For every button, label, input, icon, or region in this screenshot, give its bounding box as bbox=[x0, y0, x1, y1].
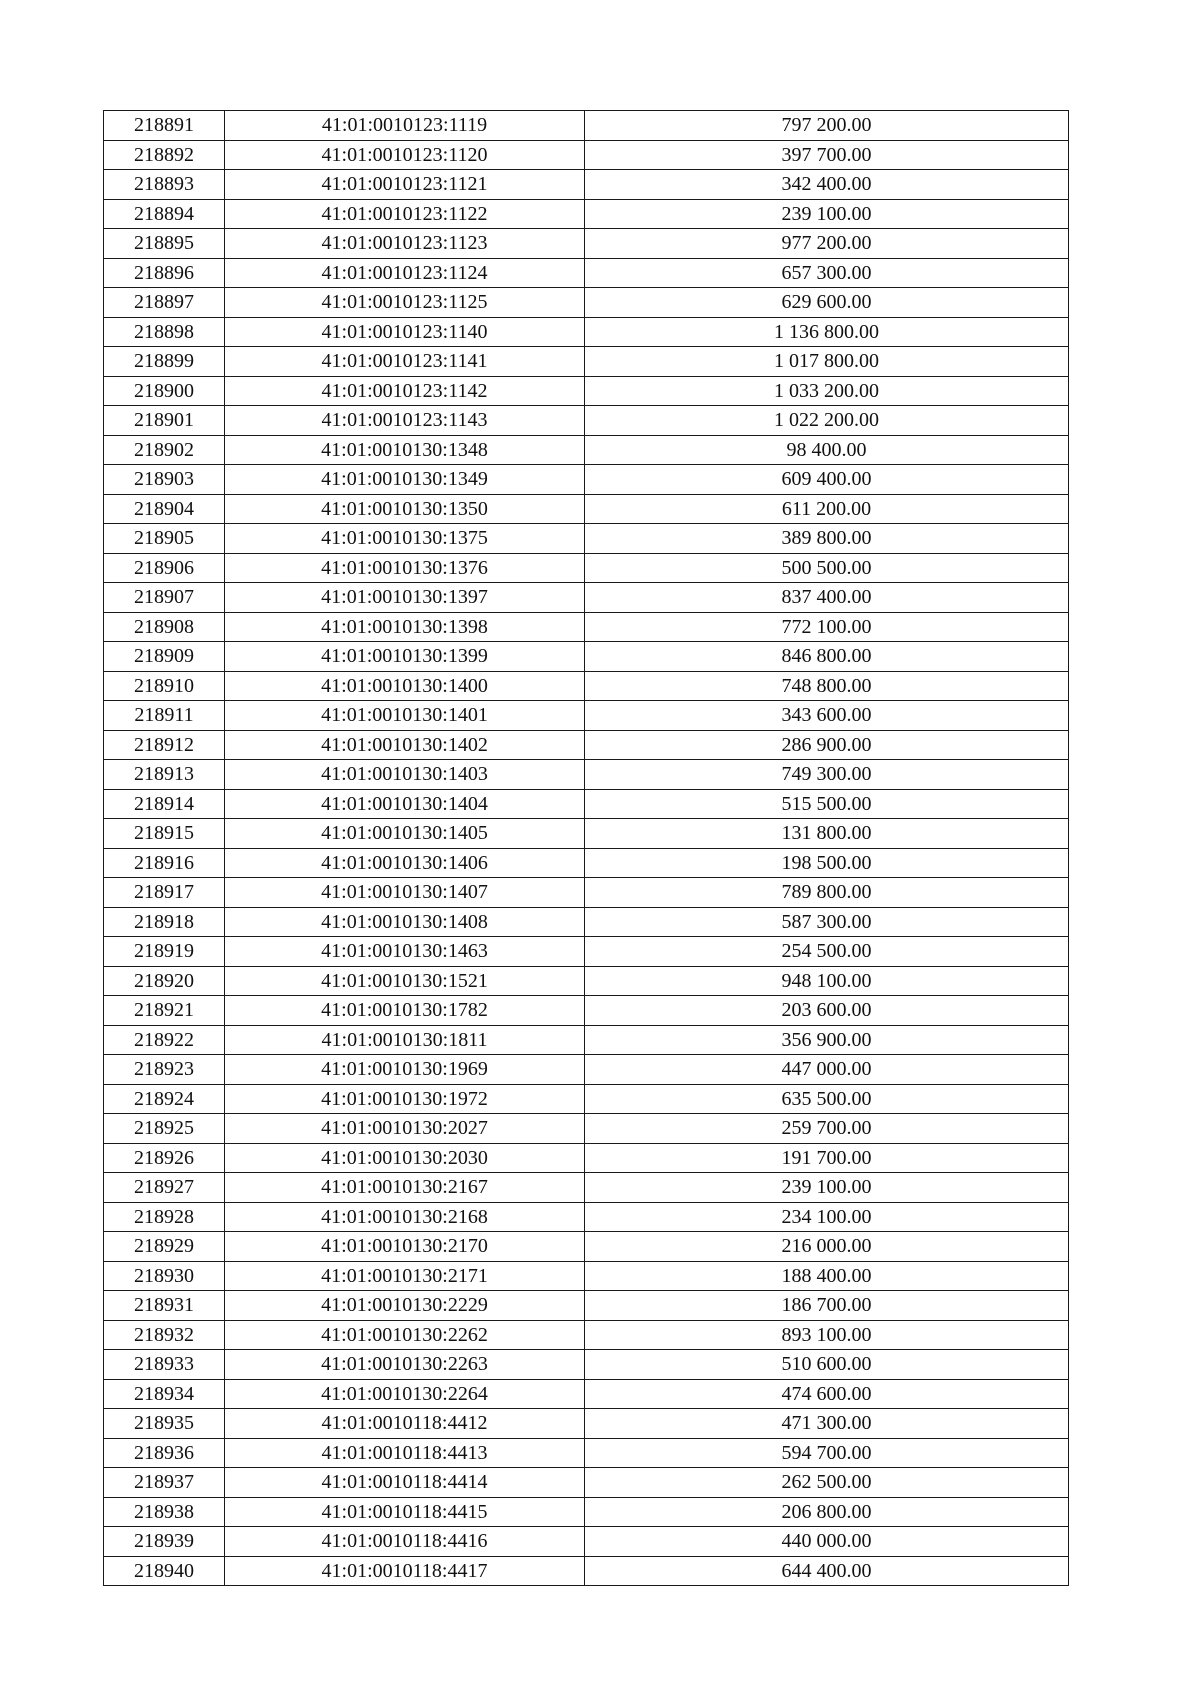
table-row bbox=[104, 376, 1069, 406]
cadastral-number-cell: 41:01:0010130:2171 bbox=[225, 1261, 585, 1291]
value-cell: 343 600.00 bbox=[585, 701, 1069, 731]
cadastral-number-cell: 41:01:0010118:4415 bbox=[225, 1497, 585, 1527]
table-row bbox=[104, 789, 1069, 819]
value-cell: 131 800.00 bbox=[585, 819, 1069, 849]
table-row bbox=[104, 878, 1069, 908]
row-number-cell: 218892 bbox=[104, 140, 225, 170]
row-number-cell: 218925 bbox=[104, 1114, 225, 1144]
row-number-cell: 218907 bbox=[104, 583, 225, 613]
table-row bbox=[104, 1468, 1069, 1498]
value-cell: 206 800.00 bbox=[585, 1497, 1069, 1527]
value-cell: 259 700.00 bbox=[585, 1114, 1069, 1144]
cadastral-number-cell: 41:01:0010130:2030 bbox=[225, 1143, 585, 1173]
table-row bbox=[104, 1025, 1069, 1055]
table-row bbox=[104, 1497, 1069, 1527]
cadastral-number-cell: 41:01:0010130:2027 bbox=[225, 1114, 585, 1144]
row-number-cell: 218914 bbox=[104, 789, 225, 819]
value-cell: 1 022 200.00 bbox=[585, 406, 1069, 436]
value-cell: 611 200.00 bbox=[585, 494, 1069, 524]
value-cell: 1 033 200.00 bbox=[585, 376, 1069, 406]
value-cell: 837 400.00 bbox=[585, 583, 1069, 613]
row-number-cell: 218916 bbox=[104, 848, 225, 878]
row-number-cell: 218928 bbox=[104, 1202, 225, 1232]
table-body bbox=[104, 111, 1069, 1586]
row-number-cell: 218902 bbox=[104, 435, 225, 465]
cadastral-number-cell: 41:01:0010130:1375 bbox=[225, 524, 585, 554]
value-cell: 1 017 800.00 bbox=[585, 347, 1069, 377]
table-row bbox=[104, 1438, 1069, 1468]
value-cell: 609 400.00 bbox=[585, 465, 1069, 495]
row-number-cell: 218912 bbox=[104, 730, 225, 760]
cadastral-number-cell: 41:01:0010130:1397 bbox=[225, 583, 585, 613]
row-number-cell: 218924 bbox=[104, 1084, 225, 1114]
row-number-cell: 218923 bbox=[104, 1055, 225, 1085]
table-row bbox=[104, 1084, 1069, 1114]
value-cell: 510 600.00 bbox=[585, 1350, 1069, 1380]
row-number-cell: 218903 bbox=[104, 465, 225, 495]
table-row bbox=[104, 642, 1069, 672]
row-number-cell: 218896 bbox=[104, 258, 225, 288]
table-row bbox=[104, 553, 1069, 583]
cadastral-number-cell: 41:01:0010118:4417 bbox=[225, 1556, 585, 1586]
value-cell: 594 700.00 bbox=[585, 1438, 1069, 1468]
value-cell: 500 500.00 bbox=[585, 553, 1069, 583]
row-number-cell: 218919 bbox=[104, 937, 225, 967]
row-number-cell: 218900 bbox=[104, 376, 225, 406]
cadastral-number-cell: 41:01:0010130:1349 bbox=[225, 465, 585, 495]
cadastral-number-cell: 41:01:0010130:2229 bbox=[225, 1291, 585, 1321]
value-cell: 797 200.00 bbox=[585, 111, 1069, 141]
value-cell: 188 400.00 bbox=[585, 1261, 1069, 1291]
value-cell: 1 136 800.00 bbox=[585, 317, 1069, 347]
value-cell: 198 500.00 bbox=[585, 848, 1069, 878]
row-number-cell: 218893 bbox=[104, 170, 225, 200]
cadastral-number-cell: 41:01:0010123:1140 bbox=[225, 317, 585, 347]
cadastral-number-cell: 41:01:0010130:1405 bbox=[225, 819, 585, 849]
value-cell: 629 600.00 bbox=[585, 288, 1069, 318]
table-row bbox=[104, 937, 1069, 967]
cadastral-number-cell: 41:01:0010130:1782 bbox=[225, 996, 585, 1026]
table-row bbox=[104, 494, 1069, 524]
row-number-cell: 218932 bbox=[104, 1320, 225, 1350]
value-cell: 191 700.00 bbox=[585, 1143, 1069, 1173]
row-number-cell: 218899 bbox=[104, 347, 225, 377]
value-cell: 216 000.00 bbox=[585, 1232, 1069, 1262]
value-cell: 772 100.00 bbox=[585, 612, 1069, 642]
value-cell: 389 800.00 bbox=[585, 524, 1069, 554]
cadastral-number-cell: 41:01:0010130:1403 bbox=[225, 760, 585, 790]
cadastral-number-cell: 41:01:0010130:1521 bbox=[225, 966, 585, 996]
row-number-cell: 218915 bbox=[104, 819, 225, 849]
table-row bbox=[104, 406, 1069, 436]
cadastral-number-cell: 41:01:0010130:1400 bbox=[225, 671, 585, 701]
table-row bbox=[104, 1556, 1069, 1586]
table-row bbox=[104, 258, 1069, 288]
cadastral-number-cell: 41:01:0010130:1402 bbox=[225, 730, 585, 760]
value-cell: 203 600.00 bbox=[585, 996, 1069, 1026]
cadastral-number-cell: 41:01:0010130:1376 bbox=[225, 553, 585, 583]
cadastral-number-cell: 41:01:0010130:2170 bbox=[225, 1232, 585, 1262]
table-row bbox=[104, 730, 1069, 760]
table-row bbox=[104, 996, 1069, 1026]
row-number-cell: 218895 bbox=[104, 229, 225, 259]
cadastral-number-cell: 41:01:0010130:2167 bbox=[225, 1173, 585, 1203]
table-row bbox=[104, 288, 1069, 318]
value-cell: 234 100.00 bbox=[585, 1202, 1069, 1232]
row-number-cell: 218897 bbox=[104, 288, 225, 318]
value-cell: 846 800.00 bbox=[585, 642, 1069, 672]
row-number-cell: 218921 bbox=[104, 996, 225, 1026]
row-number-cell: 218898 bbox=[104, 317, 225, 347]
value-cell: 749 300.00 bbox=[585, 760, 1069, 790]
value-cell: 587 300.00 bbox=[585, 907, 1069, 937]
row-number-cell: 218891 bbox=[104, 111, 225, 141]
row-number-cell: 218938 bbox=[104, 1497, 225, 1527]
table-row bbox=[104, 760, 1069, 790]
cadastral-number-cell: 41:01:0010118:4412 bbox=[225, 1409, 585, 1439]
table-row bbox=[104, 1527, 1069, 1557]
table-row bbox=[104, 347, 1069, 377]
table-row bbox=[104, 1320, 1069, 1350]
row-number-cell: 218927 bbox=[104, 1173, 225, 1203]
cadastral-number-cell: 41:01:0010130:1407 bbox=[225, 878, 585, 908]
table-row bbox=[104, 229, 1069, 259]
cadastral-number-cell: 41:01:0010118:4416 bbox=[225, 1527, 585, 1557]
table-row bbox=[104, 1202, 1069, 1232]
cadastral-number-cell: 41:01:0010118:4414 bbox=[225, 1468, 585, 1498]
row-number-cell: 218937 bbox=[104, 1468, 225, 1498]
cadastral-number-cell: 41:01:0010130:1401 bbox=[225, 701, 585, 731]
cadastral-number-cell: 41:01:0010130:1463 bbox=[225, 937, 585, 967]
value-cell: 262 500.00 bbox=[585, 1468, 1069, 1498]
row-number-cell: 218936 bbox=[104, 1438, 225, 1468]
table-row bbox=[104, 170, 1069, 200]
table-row bbox=[104, 819, 1069, 849]
table-row bbox=[104, 199, 1069, 229]
value-cell: 644 400.00 bbox=[585, 1556, 1069, 1586]
table-row bbox=[104, 966, 1069, 996]
cadastral-number-cell: 41:01:0010130:2264 bbox=[225, 1379, 585, 1409]
row-number-cell: 218911 bbox=[104, 701, 225, 731]
row-number-cell: 218920 bbox=[104, 966, 225, 996]
cadastral-number-cell: 41:01:0010123:1124 bbox=[225, 258, 585, 288]
value-cell: 893 100.00 bbox=[585, 1320, 1069, 1350]
table-row bbox=[104, 907, 1069, 937]
value-cell: 977 200.00 bbox=[585, 229, 1069, 259]
value-cell: 635 500.00 bbox=[585, 1084, 1069, 1114]
cadastral-number-cell: 41:01:0010130:1811 bbox=[225, 1025, 585, 1055]
table-row bbox=[104, 1350, 1069, 1380]
value-cell: 98 400.00 bbox=[585, 435, 1069, 465]
cadastral-number-cell: 41:01:0010123:1121 bbox=[225, 170, 585, 200]
table-row bbox=[104, 583, 1069, 613]
row-number-cell: 218926 bbox=[104, 1143, 225, 1173]
row-number-cell: 218910 bbox=[104, 671, 225, 701]
cadastral-number-cell: 41:01:0010130:1398 bbox=[225, 612, 585, 642]
cadastral-number-cell: 41:01:0010130:1969 bbox=[225, 1055, 585, 1085]
row-number-cell: 218922 bbox=[104, 1025, 225, 1055]
cadastral-number-cell: 41:01:0010130:2262 bbox=[225, 1320, 585, 1350]
value-cell: 447 000.00 bbox=[585, 1055, 1069, 1085]
cadastral-number-cell: 41:01:0010123:1120 bbox=[225, 140, 585, 170]
value-cell: 474 600.00 bbox=[585, 1379, 1069, 1409]
table-row bbox=[104, 1143, 1069, 1173]
cadastral-number-cell: 41:01:0010130:1350 bbox=[225, 494, 585, 524]
cadastral-value-table bbox=[103, 110, 1069, 1586]
table-row bbox=[104, 140, 1069, 170]
value-cell: 186 700.00 bbox=[585, 1291, 1069, 1321]
value-cell: 286 900.00 bbox=[585, 730, 1069, 760]
row-number-cell: 218929 bbox=[104, 1232, 225, 1262]
value-cell: 657 300.00 bbox=[585, 258, 1069, 288]
table-row bbox=[104, 1379, 1069, 1409]
row-number-cell: 218917 bbox=[104, 878, 225, 908]
cadastral-number-cell: 41:01:0010130:1408 bbox=[225, 907, 585, 937]
cadastral-number-cell: 41:01:0010130:2168 bbox=[225, 1202, 585, 1232]
value-cell: 948 100.00 bbox=[585, 966, 1069, 996]
value-cell: 239 100.00 bbox=[585, 1173, 1069, 1203]
cadastral-number-cell: 41:01:0010130:1404 bbox=[225, 789, 585, 819]
cadastral-number-cell: 41:01:0010118:4413 bbox=[225, 1438, 585, 1468]
cadastral-number-cell: 41:01:0010123:1123 bbox=[225, 229, 585, 259]
cadastral-number-cell: 41:01:0010123:1122 bbox=[225, 199, 585, 229]
table-row bbox=[104, 111, 1069, 141]
row-number-cell: 218934 bbox=[104, 1379, 225, 1409]
value-cell: 356 900.00 bbox=[585, 1025, 1069, 1055]
row-number-cell: 218940 bbox=[104, 1556, 225, 1586]
cadastral-number-cell: 41:01:0010123:1141 bbox=[225, 347, 585, 377]
cadastral-number-cell: 41:01:0010123:1142 bbox=[225, 376, 585, 406]
table-row bbox=[104, 671, 1069, 701]
row-number-cell: 218930 bbox=[104, 1261, 225, 1291]
value-cell: 471 300.00 bbox=[585, 1409, 1069, 1439]
value-cell: 254 500.00 bbox=[585, 937, 1069, 967]
row-number-cell: 218901 bbox=[104, 406, 225, 436]
table-row bbox=[104, 1114, 1069, 1144]
value-cell: 239 100.00 bbox=[585, 199, 1069, 229]
cadastral-number-cell: 41:01:0010123:1125 bbox=[225, 288, 585, 318]
row-number-cell: 218931 bbox=[104, 1291, 225, 1321]
cadastral-number-cell: 41:01:0010130:1399 bbox=[225, 642, 585, 672]
value-cell: 342 400.00 bbox=[585, 170, 1069, 200]
row-number-cell: 218939 bbox=[104, 1527, 225, 1557]
cadastral-number-cell: 41:01:0010123:1143 bbox=[225, 406, 585, 436]
table-row bbox=[104, 524, 1069, 554]
table-row bbox=[104, 1261, 1069, 1291]
row-number-cell: 218904 bbox=[104, 494, 225, 524]
cadastral-number-cell: 41:01:0010130:2263 bbox=[225, 1350, 585, 1380]
row-number-cell: 218909 bbox=[104, 642, 225, 672]
value-cell: 748 800.00 bbox=[585, 671, 1069, 701]
value-cell: 397 700.00 bbox=[585, 140, 1069, 170]
row-number-cell: 218908 bbox=[104, 612, 225, 642]
row-number-cell: 218913 bbox=[104, 760, 225, 790]
table-row bbox=[104, 848, 1069, 878]
row-number-cell: 218935 bbox=[104, 1409, 225, 1439]
table-row bbox=[104, 1291, 1069, 1321]
cadastral-number-cell: 41:01:0010130:1972 bbox=[225, 1084, 585, 1114]
table-row bbox=[104, 612, 1069, 642]
row-number-cell: 218918 bbox=[104, 907, 225, 937]
row-number-cell: 218905 bbox=[104, 524, 225, 554]
row-number-cell: 218894 bbox=[104, 199, 225, 229]
table-row bbox=[104, 465, 1069, 495]
value-cell: 789 800.00 bbox=[585, 878, 1069, 908]
cadastral-number-cell: 41:01:0010130:1348 bbox=[225, 435, 585, 465]
row-number-cell: 218906 bbox=[104, 553, 225, 583]
value-cell: 440 000.00 bbox=[585, 1527, 1069, 1557]
table-row bbox=[104, 1409, 1069, 1439]
row-number-cell: 218933 bbox=[104, 1350, 225, 1380]
table-row bbox=[104, 1232, 1069, 1262]
table-row bbox=[104, 435, 1069, 465]
table-row bbox=[104, 317, 1069, 347]
cadastral-number-cell: 41:01:0010123:1119 bbox=[225, 111, 585, 141]
table-row bbox=[104, 1173, 1069, 1203]
table-row bbox=[104, 701, 1069, 731]
table-row bbox=[104, 1055, 1069, 1085]
cadastral-number-cell: 41:01:0010130:1406 bbox=[225, 848, 585, 878]
value-cell: 515 500.00 bbox=[585, 789, 1069, 819]
